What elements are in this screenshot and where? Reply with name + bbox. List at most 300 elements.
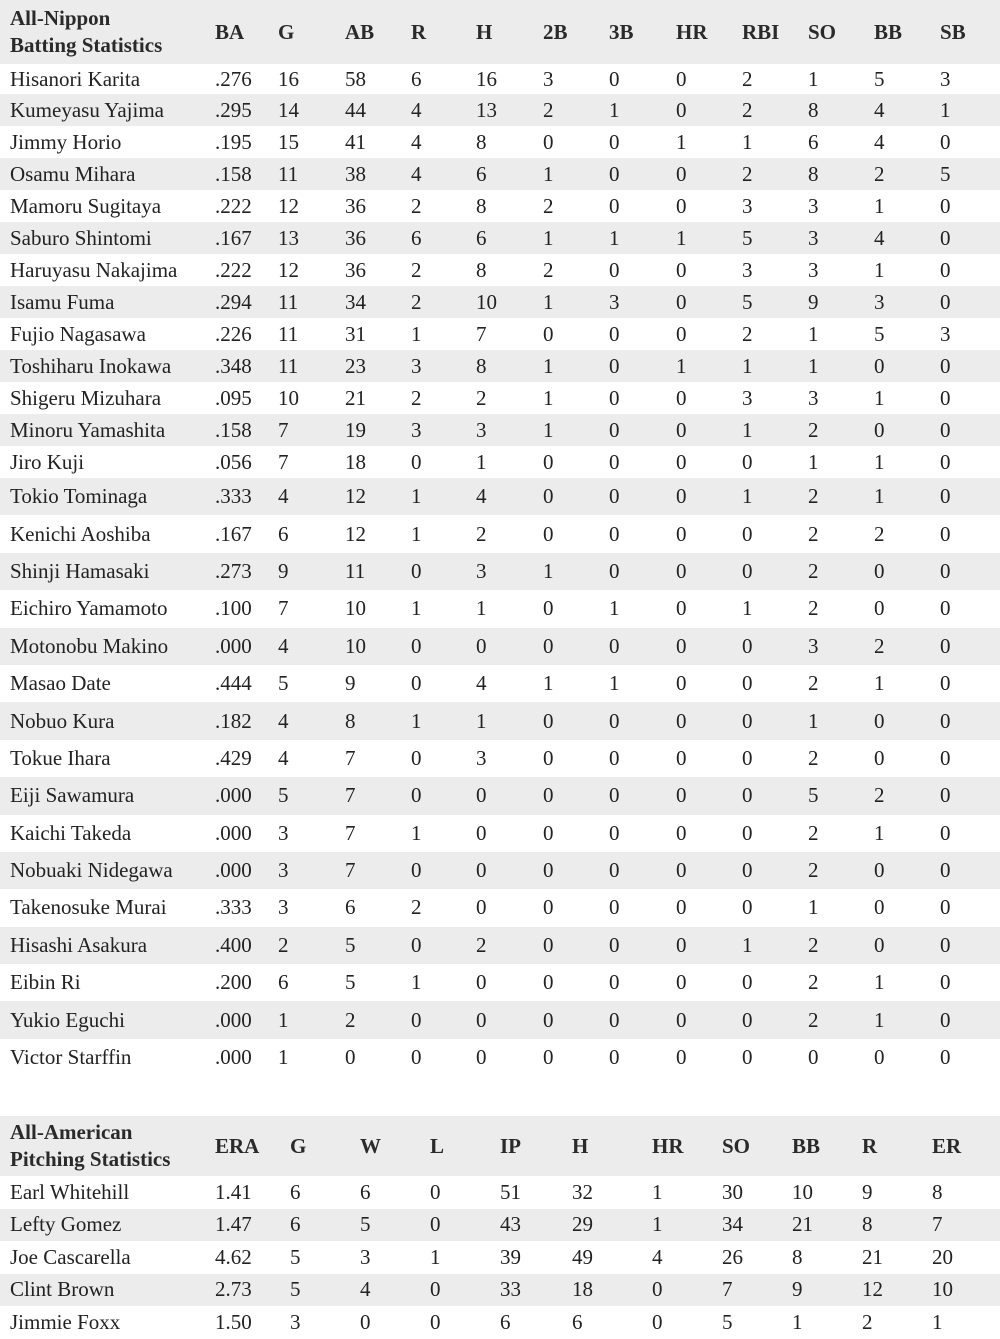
batting-stat-ab: 5 <box>345 970 356 995</box>
batting-table-row <box>0 1039 1000 1076</box>
batting-stat-r: 1 <box>411 321 422 346</box>
batting-stat-g: 13 <box>278 225 299 250</box>
batting-table-row <box>0 254 1000 286</box>
batting-stat-bb: 0 <box>874 353 885 378</box>
batting-player-name: Shinji Hamasaki <box>10 558 150 583</box>
batting-stat-ba: .294 <box>215 289 252 314</box>
pitching-stat-er: 10 <box>932 1277 953 1302</box>
batting-stat-ba: .000 <box>215 1045 252 1070</box>
batting-player-name: Hisanori Karita <box>10 66 141 91</box>
batting-stat-h: 4 <box>476 484 487 509</box>
batting-stat-so: 1 <box>808 353 819 378</box>
batting-stat-3b: 0 <box>609 417 620 442</box>
batting-stat-hr: 0 <box>676 970 687 995</box>
pitching-stat-bb: 10 <box>792 1179 813 1204</box>
batting-stat-sb: 0 <box>940 671 951 696</box>
batting-stat-r: 6 <box>411 66 422 91</box>
batting-stat-3b: 1 <box>609 97 620 122</box>
batting-stat-sb: 0 <box>940 1045 951 1070</box>
batting-stat-ba: .226 <box>215 321 252 346</box>
batting-table-row <box>0 222 1000 254</box>
batting-stat-ba: .222 <box>215 257 252 282</box>
batting-stat-3b: 0 <box>609 633 620 658</box>
pitching-table-title <box>0 1116 215 1176</box>
batting-table-title <box>0 0 215 64</box>
batting-player-name: Minoru Yamashita <box>10 417 166 442</box>
batting-stat-so: 2 <box>808 820 819 845</box>
batting-stat-rbi: 3 <box>742 385 753 410</box>
batting-stat-so: 2 <box>808 558 819 583</box>
batting-stat-so: 2 <box>808 1007 819 1032</box>
batting-stat-ab: 12 <box>345 521 366 546</box>
batting-stat-ab: 6 <box>345 895 356 920</box>
batting-stat-h: 0 <box>476 1007 487 1032</box>
batting-stat-r: 0 <box>411 558 422 583</box>
batting-table-row <box>0 158 1000 190</box>
batting-stat-hr: 0 <box>676 932 687 957</box>
batting-stat-ab: 36 <box>345 225 366 250</box>
batting-stat-3b: 0 <box>609 353 620 378</box>
batting-table-row <box>0 515 1000 552</box>
batting-stat-h: 4 <box>476 671 487 696</box>
batting-col-sb: SB <box>940 19 966 44</box>
pitching-col-bb: BB <box>792 1133 821 1158</box>
batting-stat-hr: 1 <box>676 353 687 378</box>
batting-stat-bb: 5 <box>874 66 885 91</box>
batting-stat-2b: 2 <box>543 257 554 282</box>
batting-stat-ab: 9 <box>345 671 356 696</box>
batting-stat-sb: 0 <box>940 193 951 218</box>
batting-stat-2b: 2 <box>543 97 554 122</box>
batting-stat-3b: 0 <box>609 257 620 282</box>
batting-stat-sb: 0 <box>940 225 951 250</box>
batting-stat-so: 3 <box>808 633 819 658</box>
pitching-statistics-table <box>0 1116 1000 1339</box>
pitching-stat-l: 0 <box>430 1179 441 1204</box>
batting-stat-ab: 36 <box>345 193 366 218</box>
batting-table-row <box>0 64 1000 94</box>
batting-stat-r: 1 <box>411 820 422 845</box>
batting-stat-ab: 0 <box>345 1045 356 1070</box>
batting-stat-2b: 0 <box>543 932 554 957</box>
pitching-stat-g: 6 <box>290 1179 301 1204</box>
batting-stat-rbi: 0 <box>742 1045 753 1070</box>
pitching-stat-hr: 1 <box>652 1212 663 1237</box>
batting-stat-ba: .444 <box>215 671 252 696</box>
batting-stat-bb: 4 <box>874 225 885 250</box>
batting-title-line1: All-Nippon <box>10 6 111 30</box>
batting-col-hr: HR <box>676 19 708 44</box>
pitching-col-w: W <box>360 1133 381 1158</box>
batting-stat-rbi: 0 <box>742 783 753 808</box>
pitching-stat-h: 18 <box>572 1277 593 1302</box>
batting-col-3b: 3B <box>609 19 634 44</box>
batting-stat-ba: .158 <box>215 161 252 186</box>
batting-stat-ab: 36 <box>345 257 366 282</box>
pitching-stat-so: 26 <box>722 1244 743 1269</box>
batting-stat-r: 3 <box>411 417 422 442</box>
batting-stat-2b: 0 <box>543 858 554 883</box>
batting-stat-bb: 0 <box>874 708 885 733</box>
batting-stat-sb: 0 <box>940 970 951 995</box>
batting-stat-3b: 0 <box>609 385 620 410</box>
batting-table-row <box>0 702 1000 739</box>
batting-stat-bb: 1 <box>874 257 885 282</box>
batting-stat-ba: .095 <box>215 385 252 410</box>
batting-stat-bb: 4 <box>874 129 885 154</box>
pitching-table-row <box>0 1176 1000 1209</box>
batting-stat-sb: 5 <box>940 161 951 186</box>
batting-stat-ab: 10 <box>345 633 366 658</box>
batting-stat-ab: 12 <box>345 484 366 509</box>
batting-player-name: Masao Date <box>10 671 111 696</box>
pitching-stat-era: 1.41 <box>215 1179 252 1204</box>
batting-stat-hr: 0 <box>676 521 687 546</box>
batting-stat-sb: 0 <box>940 289 951 314</box>
batting-stat-rbi: 0 <box>742 858 753 883</box>
batting-stat-rbi: 0 <box>742 633 753 658</box>
batting-stat-2b: 0 <box>543 1007 554 1032</box>
batting-stat-rbi: 5 <box>742 289 753 314</box>
batting-stat-so: 2 <box>808 970 819 995</box>
batting-stat-hr: 0 <box>676 385 687 410</box>
batting-player-name: Motonobu Makino <box>10 633 169 658</box>
batting-stat-rbi: 0 <box>742 521 753 546</box>
batting-stat-hr: 0 <box>676 783 687 808</box>
pitching-stat-r: 21 <box>862 1244 883 1269</box>
batting-stat-sb: 3 <box>940 321 951 346</box>
pitching-player-name: Jimmie Foxx <box>10 1309 121 1334</box>
batting-stat-r: 3 <box>411 353 422 378</box>
pitching-table-row <box>0 1209 1000 1242</box>
batting-stat-bb: 0 <box>874 858 885 883</box>
batting-stat-hr: 0 <box>676 97 687 122</box>
pitching-stat-w: 6 <box>360 1179 371 1204</box>
batting-stat-g: 4 <box>278 745 289 770</box>
batting-stat-h: 0 <box>476 858 487 883</box>
batting-table-row <box>0 446 1000 478</box>
batting-col-2b: 2B <box>543 19 568 44</box>
batting-stat-so: 5 <box>808 783 819 808</box>
batting-stat-ab: 7 <box>345 745 356 770</box>
batting-stat-so: 2 <box>808 932 819 957</box>
batting-stat-ba: .348 <box>215 353 252 378</box>
batting-table-row <box>0 1001 1000 1038</box>
pitching-stat-hr: 0 <box>652 1309 663 1334</box>
batting-stat-h: 8 <box>476 193 487 218</box>
pitching-header-row <box>0 1116 1000 1176</box>
batting-stat-hr: 0 <box>676 484 687 509</box>
batting-stat-sb: 0 <box>940 484 951 509</box>
batting-stat-3b: 0 <box>609 321 620 346</box>
pitching-stat-er: 7 <box>932 1212 943 1237</box>
batting-stat-h: 2 <box>476 932 487 957</box>
batting-stat-ba: .333 <box>215 895 252 920</box>
batting-player-name: Kaichi Takeda <box>10 820 132 845</box>
batting-col-h: H <box>476 19 493 44</box>
batting-stat-ba: .167 <box>215 521 252 546</box>
batting-stat-r: 0 <box>411 745 422 770</box>
batting-stat-g: 12 <box>278 257 299 282</box>
batting-stat-3b: 0 <box>609 932 620 957</box>
batting-stat-so: 3 <box>808 193 819 218</box>
batting-stat-bb: 4 <box>874 97 885 122</box>
pitching-table-row <box>0 1241 1000 1274</box>
pitching-stat-l: 0 <box>430 1309 441 1334</box>
batting-table-row <box>0 318 1000 350</box>
pitching-player-name: Clint Brown <box>10 1277 115 1302</box>
batting-stat-hr: 0 <box>676 161 687 186</box>
pitching-stat-w: 3 <box>360 1244 371 1269</box>
batting-stat-ba: .000 <box>215 783 252 808</box>
batting-stat-h: 13 <box>476 97 497 122</box>
batting-stat-h: 3 <box>476 417 487 442</box>
pitching-col-er: ER <box>932 1133 962 1158</box>
batting-stat-r: 4 <box>411 161 422 186</box>
batting-stat-2b: 0 <box>543 521 554 546</box>
pitching-stat-so: 7 <box>722 1277 733 1302</box>
batting-stat-sb: 0 <box>940 820 951 845</box>
batting-stat-so: 1 <box>808 895 819 920</box>
batting-stat-ab: 18 <box>345 449 366 474</box>
batting-stat-hr: 0 <box>676 1007 687 1032</box>
pitching-player-name: Lefty Gomez <box>10 1212 122 1237</box>
pitching-stat-r: 12 <box>862 1277 883 1302</box>
batting-stat-2b: 1 <box>543 558 554 583</box>
batting-stat-h: 8 <box>476 353 487 378</box>
batting-stat-bb: 0 <box>874 895 885 920</box>
batting-stat-rbi: 3 <box>742 193 753 218</box>
batting-stat-rbi: 1 <box>742 932 753 957</box>
batting-stat-ba: .195 <box>215 129 252 154</box>
batting-stat-3b: 0 <box>609 449 620 474</box>
batting-stat-h: 6 <box>476 225 487 250</box>
batting-stat-3b: 3 <box>609 289 620 314</box>
batting-stat-3b: 0 <box>609 895 620 920</box>
batting-stat-h: 2 <box>476 385 487 410</box>
pitching-title-line2: Pitching Statistics <box>10 1147 171 1171</box>
batting-stat-ab: 11 <box>345 558 366 583</box>
batting-stat-g: 1 <box>278 1045 289 1070</box>
batting-table-row <box>0 740 1000 777</box>
batting-stat-r: 2 <box>411 895 422 920</box>
batting-player-name: Mamoru Sugitaya <box>10 193 162 218</box>
batting-table-row <box>0 777 1000 814</box>
batting-stat-bb: 0 <box>874 932 885 957</box>
batting-stat-ab: 7 <box>345 858 356 883</box>
batting-stat-r: 2 <box>411 289 422 314</box>
batting-stat-h: 3 <box>476 745 487 770</box>
pitching-col-r: R <box>862 1133 878 1158</box>
batting-stat-bb: 1 <box>874 970 885 995</box>
pitching-col-so: SO <box>722 1133 751 1158</box>
batting-stat-2b: 0 <box>543 484 554 509</box>
batting-player-name: Eichiro Yamamoto <box>10 596 168 621</box>
batting-stat-r: 1 <box>411 708 422 733</box>
batting-stat-ba: .400 <box>215 932 252 957</box>
batting-player-name: Eiji Sawamura <box>10 783 135 808</box>
pitching-stat-hr: 0 <box>652 1277 663 1302</box>
batting-stat-sb: 0 <box>940 596 951 621</box>
batting-stat-g: 7 <box>278 596 289 621</box>
batting-stat-h: 3 <box>476 558 487 583</box>
batting-stat-so: 1 <box>808 449 819 474</box>
batting-table-body <box>0 64 1000 1076</box>
batting-stat-h: 1 <box>476 596 487 621</box>
batting-col-g: G <box>278 19 295 44</box>
batting-col-r: R <box>411 19 427 44</box>
batting-stat-2b: 1 <box>543 385 554 410</box>
batting-stat-h: 16 <box>476 66 497 91</box>
pitching-stat-h: 32 <box>572 1179 593 1204</box>
batting-stat-g: 16 <box>278 66 299 91</box>
batting-stat-hr: 0 <box>676 895 687 920</box>
pitching-stat-hr: 4 <box>652 1244 663 1269</box>
batting-stat-g: 9 <box>278 558 289 583</box>
batting-stat-sb: 0 <box>940 708 951 733</box>
batting-stat-h: 0 <box>476 895 487 920</box>
pitching-stat-ip: 6 <box>500 1309 511 1334</box>
pitching-stat-ip: 39 <box>500 1244 521 1269</box>
batting-stat-ba: .295 <box>215 97 252 122</box>
batting-stat-h: 0 <box>476 820 487 845</box>
batting-stat-g: 3 <box>278 858 289 883</box>
batting-stat-bb: 1 <box>874 484 885 509</box>
batting-stat-sb: 0 <box>940 633 951 658</box>
batting-stat-ab: 8 <box>345 708 356 733</box>
batting-stat-hr: 0 <box>676 417 687 442</box>
batting-stat-sb: 0 <box>940 417 951 442</box>
batting-stat-bb: 2 <box>874 633 885 658</box>
batting-stat-3b: 0 <box>609 783 620 808</box>
batting-stat-so: 2 <box>808 858 819 883</box>
batting-stat-ba: .200 <box>215 970 252 995</box>
batting-player-name: Kumeyasu Yajima <box>10 97 164 122</box>
batting-stat-r: 4 <box>411 129 422 154</box>
batting-table-row <box>0 126 1000 158</box>
batting-player-name: Isamu Fuma <box>10 289 115 314</box>
batting-stat-g: 4 <box>278 484 289 509</box>
batting-stat-g: 5 <box>278 783 289 808</box>
batting-stat-hr: 0 <box>676 449 687 474</box>
batting-stat-r: 1 <box>411 596 422 621</box>
batting-stat-rbi: 0 <box>742 745 753 770</box>
batting-stat-r: 0 <box>411 932 422 957</box>
batting-stat-rbi: 5 <box>742 225 753 250</box>
batting-stat-r: 0 <box>411 449 422 474</box>
batting-stat-so: 8 <box>808 97 819 122</box>
batting-stat-ba: .167 <box>215 225 252 250</box>
batting-stat-ba: .276 <box>215 66 252 91</box>
batting-stat-ba: .333 <box>215 484 252 509</box>
batting-player-name: Fujio Nagasawa <box>10 321 146 346</box>
batting-stat-g: 6 <box>278 970 289 995</box>
batting-stat-ab: 5 <box>345 932 356 957</box>
batting-stat-g: 12 <box>278 193 299 218</box>
batting-table-row <box>0 889 1000 926</box>
batting-stat-sb: 0 <box>940 385 951 410</box>
batting-stat-ba: .000 <box>215 633 252 658</box>
batting-stat-3b: 0 <box>609 1045 620 1070</box>
batting-stat-g: 11 <box>278 289 299 314</box>
batting-stat-2b: 1 <box>543 671 554 696</box>
batting-stat-ba: .000 <box>215 820 252 845</box>
pitching-stat-g: 6 <box>290 1212 301 1237</box>
pitching-stat-g: 3 <box>290 1309 301 1334</box>
batting-stat-3b: 0 <box>609 193 620 218</box>
batting-stat-sb: 0 <box>940 858 951 883</box>
pitching-stat-ip: 43 <box>500 1212 521 1237</box>
batting-stat-hr: 0 <box>676 820 687 845</box>
batting-table-row <box>0 815 1000 852</box>
batting-table-row <box>0 927 1000 964</box>
batting-stat-2b: 1 <box>543 417 554 442</box>
pitching-col-h: H <box>572 1133 589 1158</box>
batting-stat-g: 11 <box>278 353 299 378</box>
batting-stat-h: 0 <box>476 783 487 808</box>
batting-stat-bb: 1 <box>874 193 885 218</box>
batting-stat-ab: 19 <box>345 417 366 442</box>
batting-stat-ab: 10 <box>345 596 366 621</box>
batting-table-row <box>0 350 1000 382</box>
batting-col-ba: BA <box>215 19 245 44</box>
batting-stat-ab: 41 <box>345 129 366 154</box>
batting-stat-hr: 0 <box>676 558 687 583</box>
batting-stat-h: 8 <box>476 257 487 282</box>
pitching-stat-r: 2 <box>862 1309 873 1334</box>
batting-stat-rbi: 0 <box>742 449 753 474</box>
batting-stat-bb: 0 <box>874 596 885 621</box>
batting-player-name: Toshiharu Inokawa <box>10 353 172 378</box>
batting-table-row <box>0 964 1000 1001</box>
batting-stat-2b: 0 <box>543 633 554 658</box>
batting-stat-rbi: 2 <box>742 161 753 186</box>
batting-stat-bb: 0 <box>874 1045 885 1070</box>
batting-stat-sb: 1 <box>940 97 951 122</box>
batting-stat-g: 3 <box>278 895 289 920</box>
batting-table-row <box>0 94 1000 126</box>
batting-stat-ab: 23 <box>345 353 366 378</box>
batting-stat-so: 3 <box>808 225 819 250</box>
batting-stat-hr: 0 <box>676 671 687 696</box>
batting-stat-bb: 1 <box>874 820 885 845</box>
batting-stat-bb: 2 <box>874 783 885 808</box>
batting-stat-so: 6 <box>808 129 819 154</box>
batting-stat-2b: 0 <box>543 129 554 154</box>
batting-stat-hr: 1 <box>676 225 687 250</box>
batting-stat-3b: 0 <box>609 161 620 186</box>
batting-stat-ba: .100 <box>215 596 252 621</box>
batting-stat-hr: 0 <box>676 708 687 733</box>
batting-stat-rbi: 0 <box>742 558 753 583</box>
batting-stat-so: 2 <box>808 671 819 696</box>
pitching-stat-r: 8 <box>862 1212 873 1237</box>
batting-stat-ab: 7 <box>345 820 356 845</box>
batting-stat-2b: 0 <box>543 708 554 733</box>
batting-stat-bb: 1 <box>874 449 885 474</box>
batting-stat-3b: 0 <box>609 558 620 583</box>
pitching-stat-l: 0 <box>430 1277 441 1302</box>
batting-stat-r: 4 <box>411 97 422 122</box>
batting-player-name: Tokue Ihara <box>10 745 111 770</box>
batting-stat-bb: 1 <box>874 1007 885 1032</box>
batting-stat-2b: 0 <box>543 449 554 474</box>
pitching-stat-so: 30 <box>722 1179 743 1204</box>
batting-stat-2b: 0 <box>543 321 554 346</box>
batting-stat-2b: 0 <box>543 745 554 770</box>
batting-stat-g: 14 <box>278 97 299 122</box>
batting-stat-ba: .000 <box>215 858 252 883</box>
